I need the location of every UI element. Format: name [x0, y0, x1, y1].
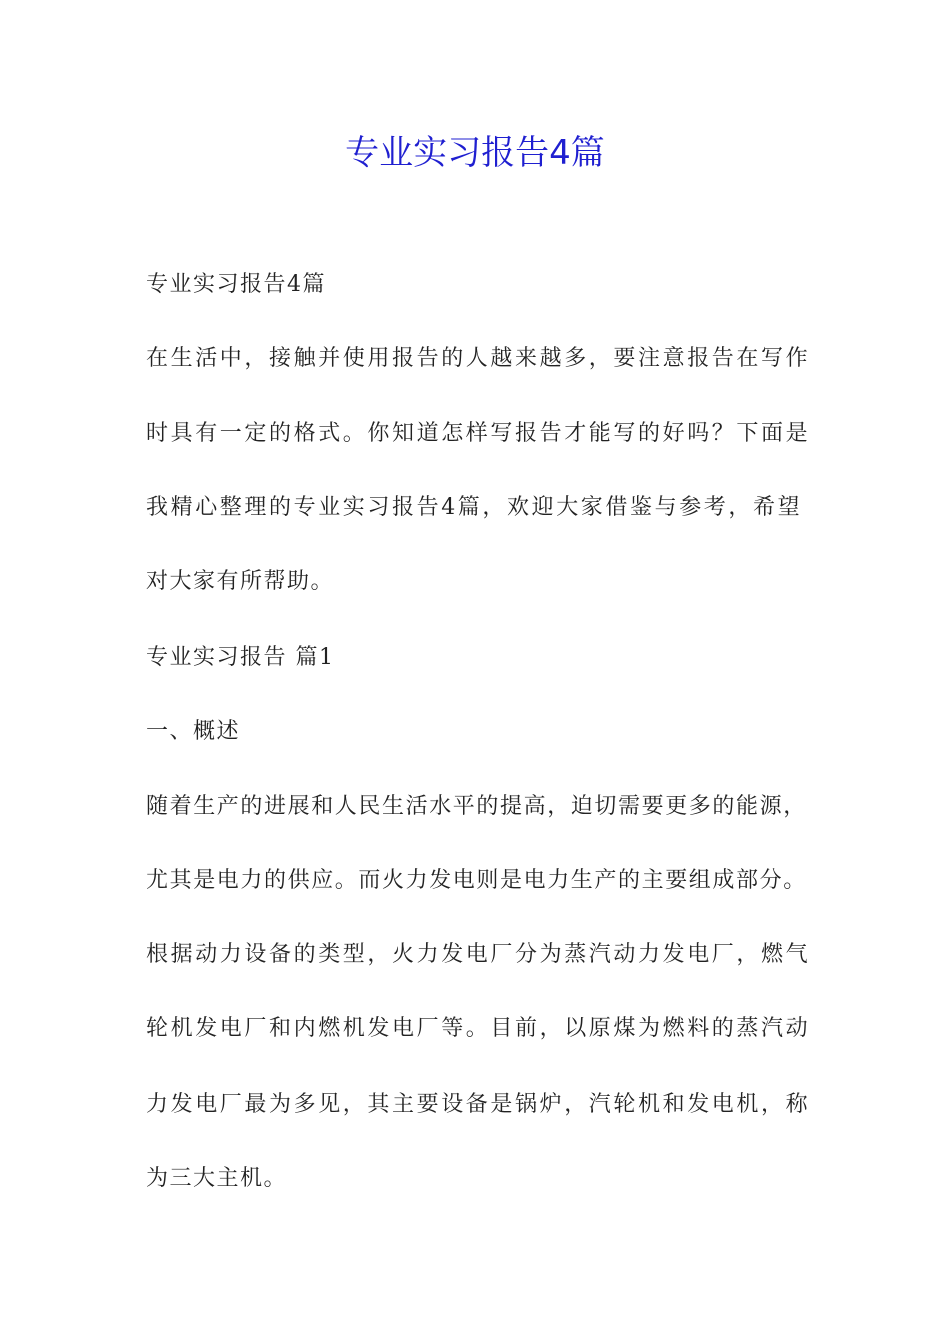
section-heading: 专业实习报告 篇1	[146, 645, 335, 670]
intro-paragraph-line: 在生活中，接触并使用报告的人越来越多，要注意报告在写作	[146, 346, 811, 371]
document-title: 专业实习报告4篇	[345, 133, 605, 173]
body-paragraph-line: 尤其是电力的供应。而火力发电则是电力生产的主要组成部分。	[146, 868, 807, 893]
body-paragraph-line: 力发电厂最为多见，其主要设备是锅炉，汽轮机和发电机，称	[146, 1092, 811, 1117]
intro-heading: 专业实习报告4篇	[146, 272, 326, 297]
body-paragraph-line: 轮机发电厂和内燃机发电厂等。目前，以原煤为燃料的蒸汽动	[146, 1016, 811, 1041]
body-paragraph-line: 根据动力设备的类型，火力发电厂分为蒸汽动力发电厂，燃气	[146, 942, 811, 967]
intro-paragraph-line: 对大家有所帮助。	[146, 569, 335, 594]
intro-paragraph-line: 我精心整理的专业实习报告4篇，欢迎大家借鉴与参考，希望	[146, 495, 803, 520]
subsection-heading: 一、概述	[146, 719, 241, 744]
body-paragraph-line: 为三大主机。	[146, 1166, 288, 1191]
body-paragraph-line: 随着生产的进展和人民生活水平的提高，迫切需要更多的能源，	[146, 794, 807, 819]
intro-paragraph-line: 时具有一定的格式。你知道怎样写报告才能写的好吗？下面是	[146, 421, 811, 446]
